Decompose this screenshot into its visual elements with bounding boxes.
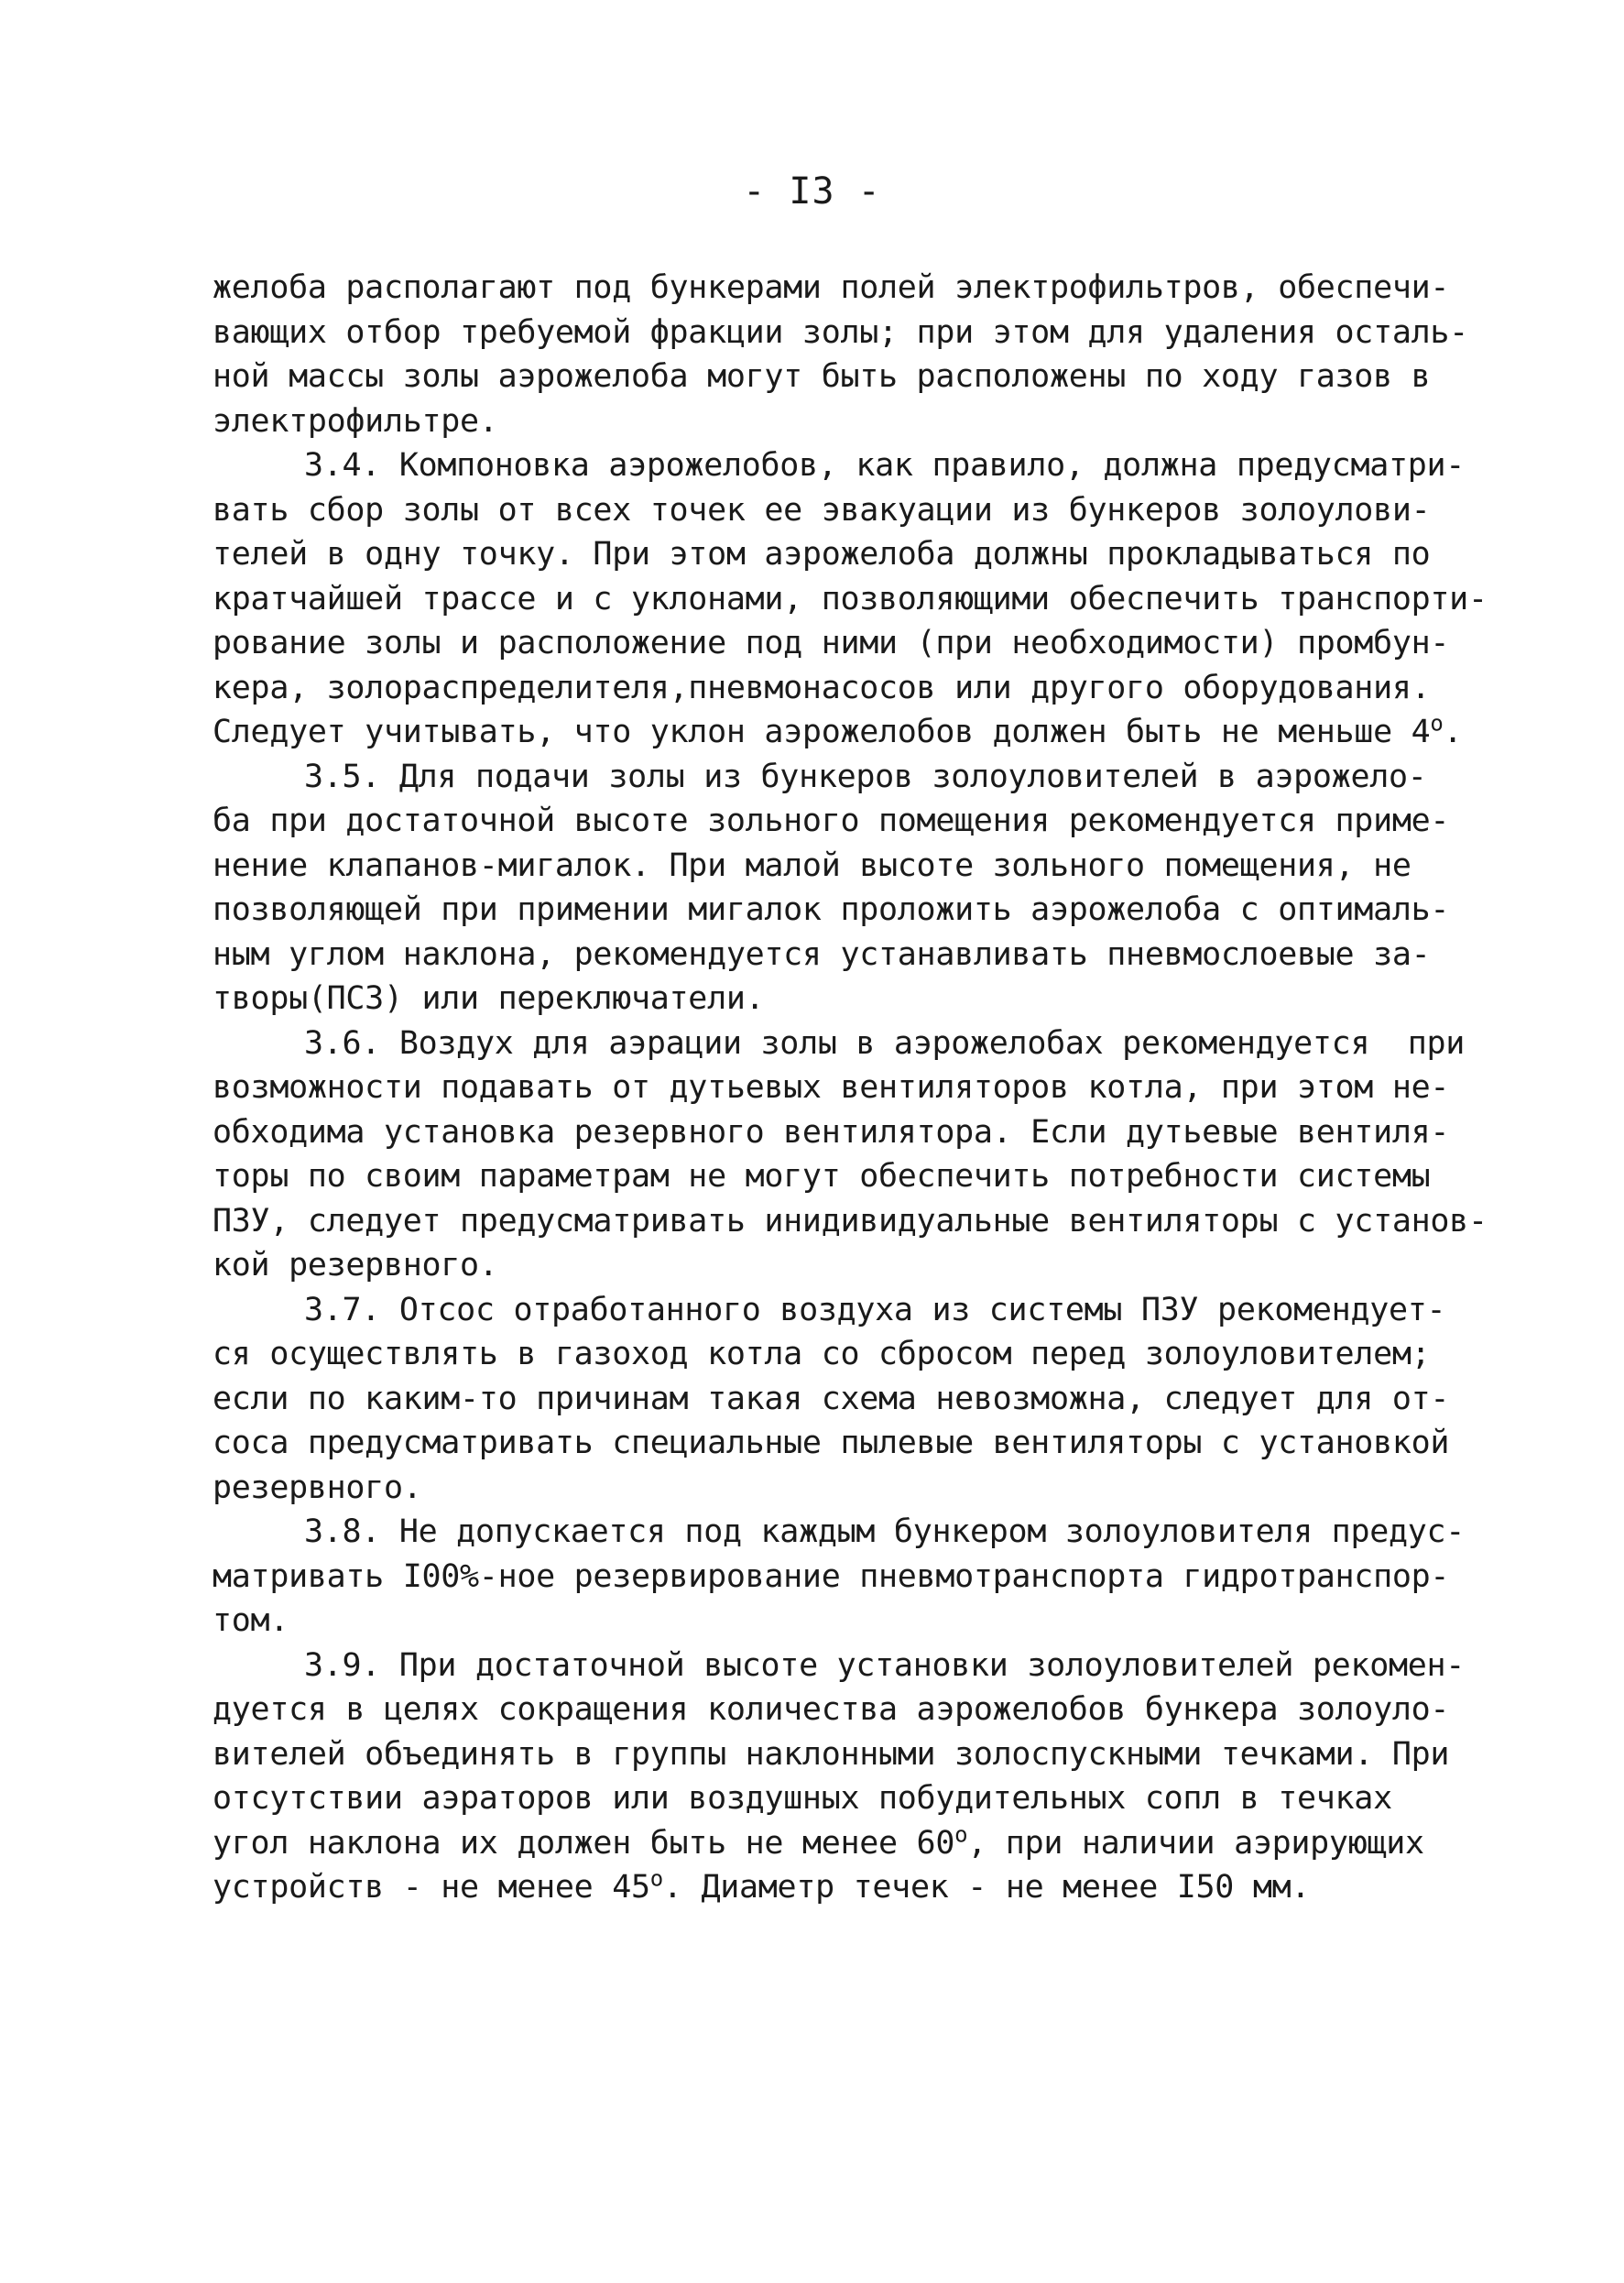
line-text: отсутствии аэраторов или воздушных побудительных сопл в течках [213, 1780, 1392, 1817]
text-line [213, 1865, 1440, 1910]
line-text: творы(ПСЗ) или переключатели. [213, 980, 765, 1017]
line-text: ПЗУ, следует предусматривать инидивидуальные вентиляторы с установ- [213, 1202, 1488, 1240]
line-text: кера, золораспределителя,пневмонасосов или другого оборудования. [213, 669, 1431, 706]
line-text: Следует учитывать, что уклон аэрожелобов должен быть не меньше 4 [213, 714, 1431, 750]
line-text: вать сбор золы от всех точек ее эвакуации из бункеров золоулови- [213, 491, 1431, 529]
degree-superscript: о [954, 1820, 968, 1847]
line-text: устройств - не менее 45 [213, 1869, 650, 1906]
text-line [213, 1377, 1450, 1422]
line-text-after-superscript: , при наличии аэрирующих [967, 1824, 1424, 1862]
line-text: том. [213, 1602, 289, 1639]
body-text [213, 266, 1488, 1910]
line-text: резервного. [213, 1469, 422, 1506]
text-line [213, 577, 1488, 622]
text-line [213, 1332, 1440, 1377]
line-text: торы по своим параметрам не могут обеспечить потребности системы [213, 1158, 1431, 1195]
text-line [213, 799, 1450, 844]
paragraph-first-line [213, 1644, 1466, 1688]
line-text: матривать I00%-ное резервирование пневмотранспорта гидротранспор- [213, 1557, 1450, 1595]
text-line [213, 1821, 1440, 1866]
text-line [213, 488, 1440, 533]
text-line [213, 1199, 1488, 1244]
paragraph-first-line [213, 1510, 1466, 1555]
text-line [213, 933, 1440, 978]
line-text: дуется в целях сокращения количества аэрожелобов бункера золоуло- [213, 1691, 1450, 1728]
text-line [213, 1110, 1450, 1155]
line-text: ся осуществлять в газоход котла со сбросом перед золоуловителем; [213, 1336, 1431, 1372]
line-text: ной массы золы аэрожелоба могут быть расположены по ходу газов в [213, 358, 1431, 395]
text-line [213, 399, 1440, 444]
text-line [213, 621, 1450, 666]
text-line [213, 1599, 1440, 1644]
line-text: вающих отбор требуемой фракции золы; при этом для удаления осталь- [213, 313, 1468, 351]
text-line [213, 1421, 1450, 1466]
paragraph-first-line [213, 1021, 1466, 1066]
text-line [213, 266, 1450, 311]
line-text: возможности подавать от дутьевых вентиляторов котла, при этом не- [213, 1069, 1450, 1106]
line-text: соса предусматривать специальные пылевые вентиляторы с установкой [213, 1425, 1450, 1461]
line-text: если по каким-то причинам такая схема невозможна, следует для от- [213, 1380, 1450, 1417]
line-text: угол наклона их должен быть не менее 60 [213, 1824, 955, 1862]
line-text: ным углом наклона, рекомендуется устанавливать пневмослоевые за- [213, 935, 1431, 973]
line-text: позволяющей при примении мигалок проложить аэрожелоба с оптималь- [213, 891, 1450, 928]
line-text: нение клапанов-мигалок. При малой высоте зольного помещения, не [213, 847, 1411, 884]
line-text: вителей объединять в группы наклонными золоспускными течками. При [213, 1735, 1450, 1773]
paragraph-first-line [213, 443, 1466, 488]
text-line [213, 1555, 1450, 1600]
text-line [213, 1154, 1440, 1199]
text-line [213, 977, 1440, 1021]
text-line [213, 311, 1468, 355]
text-line [213, 1732, 1450, 1777]
text-line [213, 1243, 1440, 1288]
text-line [213, 710, 1463, 755]
text-line [213, 532, 1440, 577]
line-text: кратчайшей трассе и с уклонами, позволяющими обеспечить транспорти- [213, 580, 1488, 617]
line-text: желоба располагают под бункерами полей электрофильтров, обеспечи- [213, 269, 1450, 306]
text-line [213, 1776, 1440, 1821]
line-text-after-superscript: . Диаметр течек - не менее I50 мм. [662, 1869, 1311, 1906]
line-text: 3.9. При достаточной высоте установки золоуловителей рекомен- [304, 1646, 1466, 1684]
line-text: кой резервного. [213, 1247, 498, 1284]
line-text: телей в одну точку. При этом аэрожелоба должны прокладываться по [213, 536, 1431, 573]
text-line [213, 355, 1440, 399]
degree-superscript: о [649, 1865, 663, 1892]
text-line [213, 1688, 1450, 1732]
text-line [213, 1065, 1450, 1110]
line-text: 3.6. Воздух для аэрации золы в аэрожелобах рекомендуется при [304, 1024, 1466, 1062]
line-text: ба при достаточной высоте зольного помещения рекомендуется приме- [213, 803, 1450, 839]
line-text: 3.4. Компоновка аэрожелобов, как правило, должна предусматри- [304, 447, 1466, 484]
line-text: 3.7. Отсос отработанного воздуха из системы ПЗУ рекомендует- [304, 1291, 1446, 1328]
text-line [213, 888, 1450, 933]
page-number: - I3 - [743, 170, 881, 213]
text-line [213, 666, 1440, 711]
line-text-after-superscript: . [1443, 714, 1463, 750]
line-text: электрофильтре. [213, 402, 498, 440]
line-text: обходима установка резервного вентилятора. Если дутьевые вентиля- [213, 1113, 1450, 1151]
line-text: 3.5. Для подачи золы из бункеров золоуловителей в аэрожело- [304, 758, 1427, 795]
line-text: 3.8. Не допускается под каждым бункером золоуловителя предус- [304, 1513, 1466, 1550]
paragraph-first-line [213, 1288, 1446, 1333]
paragraph-first-line [213, 755, 1440, 800]
line-text: рование золы и расположение под ними (при необходимости) промбун- [213, 625, 1450, 661]
text-line [213, 844, 1440, 889]
text-line [213, 1466, 1440, 1511]
degree-superscript: о [1430, 710, 1444, 737]
